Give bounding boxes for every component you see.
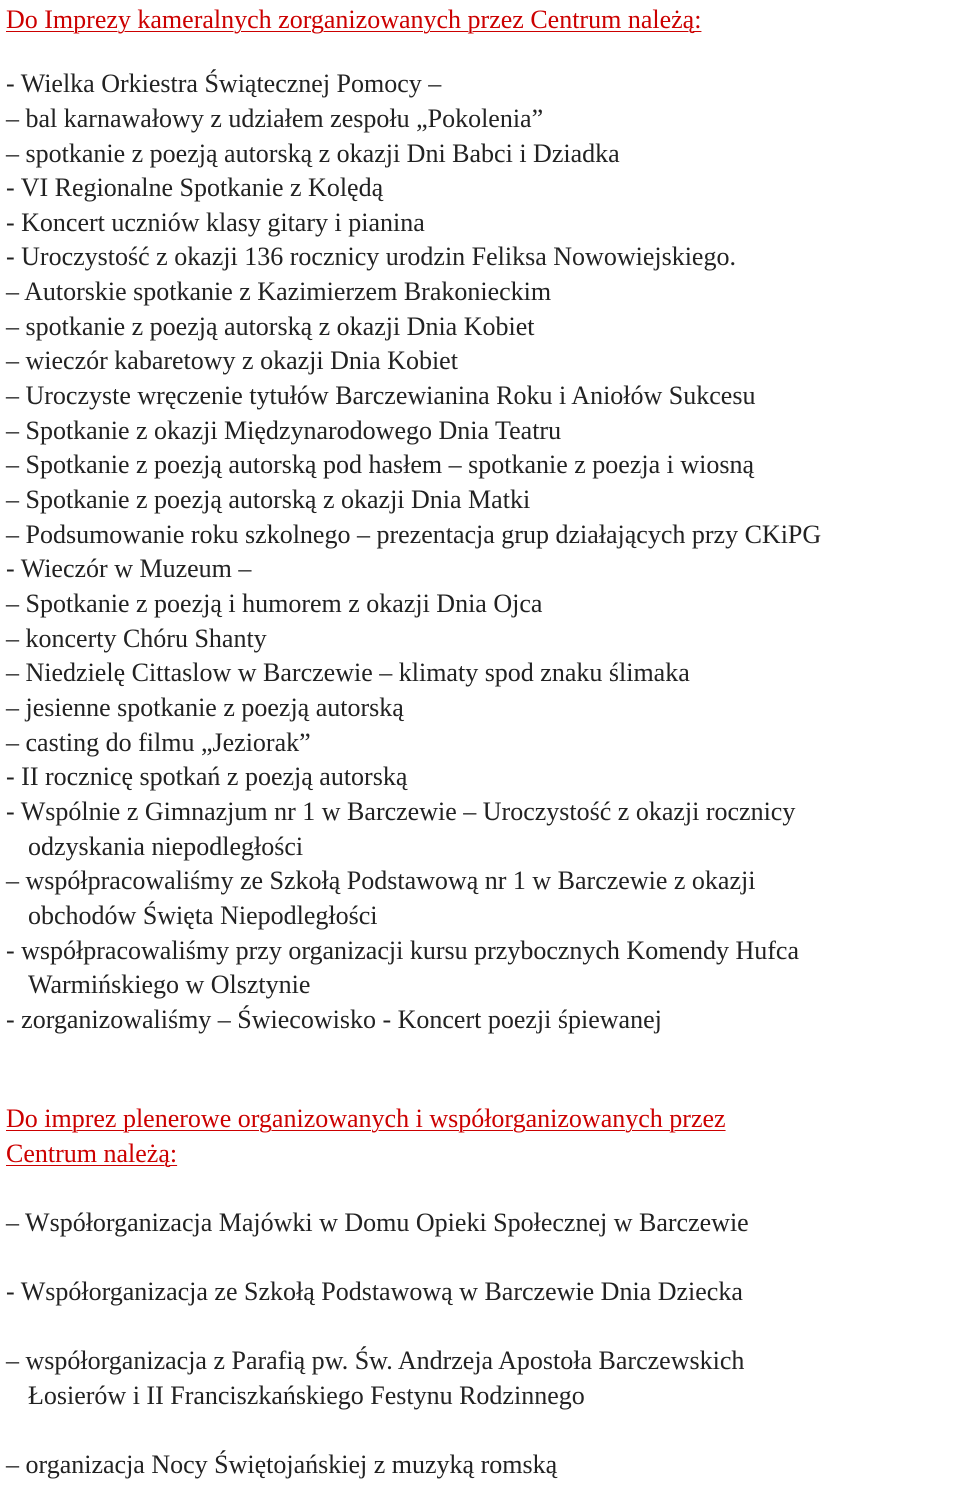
list-item-continuation: odzyskania niepodległości [28, 832, 304, 861]
list-item: – spotkanie z poezją autorską z okazji Dni Babci i Dziadka [6, 139, 620, 168]
list-item: – Uroczyste wręczenie tytułów Barczewianina Roku i Aniołów Sukcesu [6, 381, 756, 410]
list-item: – koncerty Chóru Shanty [6, 624, 267, 653]
list-item: – jesienne spotkanie z poezją autorską [6, 693, 404, 722]
list-item: - zorganizowaliśmy – Świecowisko - Koncert poezji śpiewanej [6, 1005, 662, 1034]
list-item: - Koncert uczniów klasy gitary i pianina [6, 208, 425, 237]
list-item: - współpracowaliśmy przy organizacji kursu przybocznych Komendy Hufca [6, 936, 799, 965]
list-item: - Wieczór w Muzeum – [6, 554, 252, 583]
section2-heading-line2: Centrum należą: [6, 1139, 178, 1168]
list-item: - Wspólnie z Gimnazjum nr 1 w Barczewie – Uroczystość z okazji rocznicy [6, 797, 796, 826]
list-item-continuation: obchodów Święta Niepodległości [28, 901, 378, 930]
list-item: – Spotkanie z poezją i humorem z okazji Dnia Ojca [6, 589, 543, 618]
section2-heading-line1: Do imprez plenerowe organizowanych i współorganizowanych przez [6, 1104, 726, 1133]
list-item: – spotkanie z poezją autorską z okazji Dnia Kobiet [6, 312, 535, 341]
list-item: – współpracowaliśmy ze Szkołą Podstawową nr 1 w Barczewie z okazji [6, 866, 756, 895]
list-item: – Spotkanie z okazji Międzynarodowego Dnia Teatru [6, 416, 562, 445]
list-item: - Uroczystość z okazji 136 rocznicy urodzin Feliksa Nowowiejskiego. [6, 242, 736, 271]
list-item: – casting do filmu „Jeziorak” [6, 728, 311, 757]
list-item: – Autorskie spotkanie z Kazimierzem Brakonieckim [6, 277, 552, 306]
list-item: – Spotkanie z poezją autorską z okazji Dnia Matki [6, 485, 531, 514]
list-item: – bal karnawałowy z udziałem zespołu „Pokolenia” [6, 104, 544, 133]
list-item: – wieczór kabaretowy z okazji Dnia Kobiet [6, 346, 458, 375]
list-item: - VI Regionalne Spotkanie z Kolędą [6, 173, 384, 202]
list-item: – Spotkanie z poezją autorską pod hasłem – spotkanie z poezja i wiosną [6, 450, 755, 479]
list-item: - Współorganizacja ze Szkołą Podstawową w Barczewie Dnia Dziecka [6, 1277, 743, 1306]
list-item: - II rocznicę spotkań z poezją autorską [6, 762, 408, 791]
list-item-continuation: Warmińskiego w Olsztynie [28, 970, 311, 999]
list-item: – Niedzielę Cittaslow w Barczewie – klimaty spod znaku ślimaka [6, 658, 690, 687]
list-item-continuation: Łosierów i II Franciszkańskiego Festynu Rodzinnego [28, 1381, 585, 1410]
list-item: – współorganizacja z Parafią pw. Św. Andrzeja Apostoła Barczewskich [6, 1346, 745, 1375]
list-item: – organizacja Nocy Świętojańskiej z muzyką romską [6, 1450, 558, 1479]
list-item: – Współorganizacja Majówki w Domu Opieki Społecznej w Barczewie [6, 1208, 749, 1237]
section1-heading: Do Imprezy kameralnych zorganizowanych przez Centrum należą: [6, 5, 702, 34]
list-item: - Wielka Orkiestra Świątecznej Pomocy – [6, 69, 442, 98]
list-item: – Podsumowanie roku szkolnego – prezentacja grup działających przy CKiPG [6, 520, 822, 549]
